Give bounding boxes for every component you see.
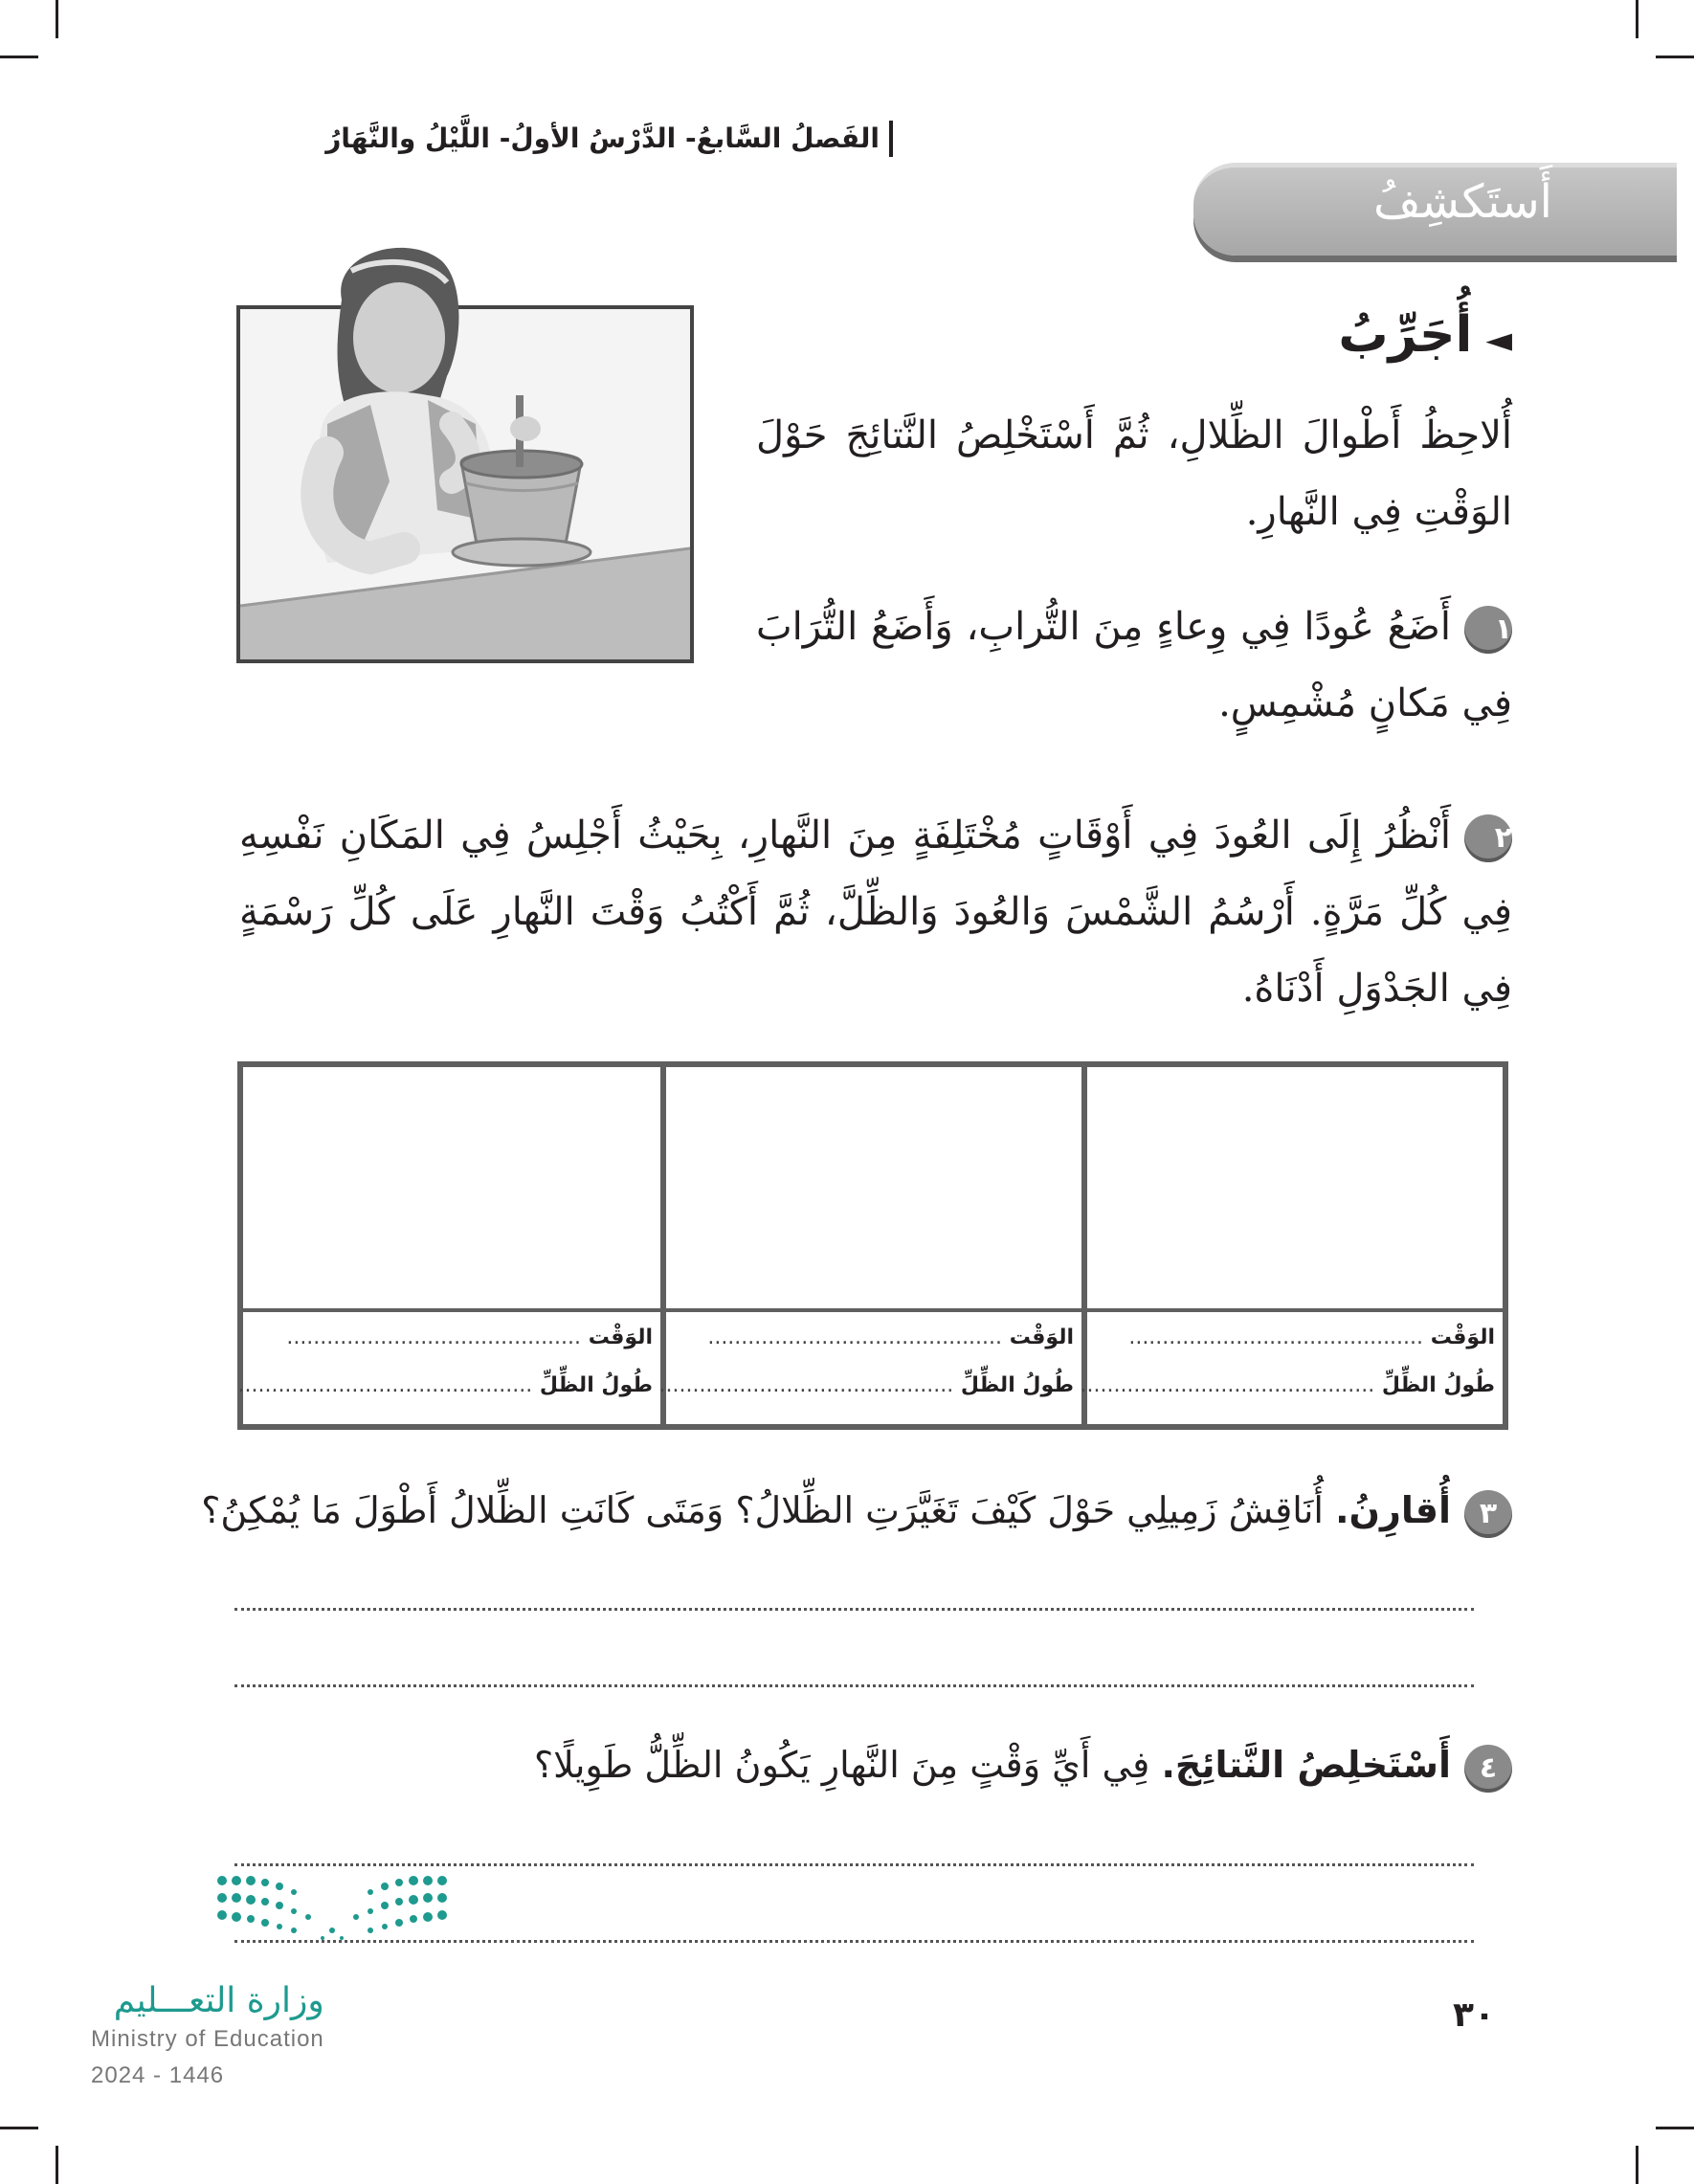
page-number: ٣٠ — [1453, 1995, 1495, 2035]
triangle-marker-icon: ◄ — [1485, 321, 1512, 360]
time-blank: ............................................ — [286, 1326, 582, 1349]
explore-tab — [1193, 163, 1677, 256]
crop-mark — [1656, 2127, 1694, 2129]
section-title — [1338, 306, 1512, 364]
question-number-badge: ٤ — [1464, 1745, 1512, 1793]
answer-line[interactable] — [234, 1608, 1474, 1611]
ministry-english-name: Ministry of Education — [91, 2026, 324, 2052]
step-2 — [239, 797, 1512, 1027]
drawing-area[interactable] — [1087, 1067, 1503, 1308]
shadow-length-blank: ............................................ — [237, 1373, 533, 1397]
question-4 — [534, 1744, 1512, 1793]
crop-mark — [0, 56, 38, 58]
step-2-text: أَنْظُرُ إِلَى العُودَ فِي أَوْقَاتٍ مُخْتَلِفَةٍ مِنَ النَّهارِ، بِحَيْثُ أَجْلِسُ فِي المَكَانِ نَفْسِهِ فِي كُلِّ مَرَّةٍ. أَرْسُمُ الشَّمْسَ وَالعُودَ وَالظِّلَّ، ثُمَّ أَكْتُبُ وَقْتَ النَّهارِ عَلَى كُلِّ رَسْمَةٍ فِي الجَدْوَلِ أَدْنَاهُ. — [239, 813, 1512, 1011]
crop-mark — [1636, 2146, 1638, 2184]
step-number-badge: ٢ — [1464, 814, 1512, 862]
label-cell — [237, 1312, 660, 1424]
ministry-dots-logo-icon — [212, 1871, 452, 1948]
label-cell — [1080, 1312, 1503, 1424]
crop-mark — [56, 2146, 58, 2184]
edition-year: 2024 - 1446 — [91, 2062, 225, 2088]
crop-mark — [1656, 56, 1694, 58]
chapter-breadcrumb: الفَصلُ السَّابعُ- الدَّرْسُ الأولُ- اللَّيْلُ والنَّهَارُ — [325, 121, 893, 157]
time-blank: ............................................ — [707, 1326, 1003, 1349]
question-3 — [201, 1489, 1512, 1538]
crop-mark — [1636, 0, 1638, 38]
step-1-text: أَضَعُ عُودًا فِي وِعاءٍ مِنَ التُّرابِ، وَأَضَعُ التُّرَابَ فِي مَكانٍ مُشْمِسٍ. — [756, 605, 1512, 725]
shadow-length-label: طُولُ الظِّلِّ — [539, 1373, 653, 1397]
intro-paragraph: أُلاحِظُ أَطْوالَ الظِّلالِ، ثُمَّ أَسْتَخْلِصُ النَّتائِجَ حَوْلَ الوَقْتِ فِي النَّهارِ. — [756, 413, 1512, 534]
section-title-text: أُجَرِّبُ — [1338, 306, 1473, 364]
question-3-text: أُنَاقِشُ زَمِيلِي حَوْلَ كَيْفَ تَغَيَّرَتِ الظِّلالُ؟ وَمَتَى كَانَتِ الظِّلالُ أَطْوَلَ مَا يُمْكِنُ؟ — [201, 1489, 1324, 1531]
time-label: الوَقْت — [1009, 1326, 1074, 1349]
ministry-logo — [91, 1981, 324, 2089]
time-label: الوَقْت — [1430, 1326, 1495, 1349]
question-3-lead: أُقارِنُ. — [1335, 1489, 1451, 1531]
drawing-area[interactable] — [666, 1067, 1081, 1308]
label-cell — [658, 1312, 1081, 1424]
experiment-photo — [236, 305, 694, 663]
step-number-badge: ١ — [1464, 606, 1512, 654]
time-field[interactable] — [1128, 1326, 1495, 1349]
shadow-length-field[interactable] — [658, 1373, 1074, 1397]
question-4-text: فِي أَيِّ وَقْتٍ مِنَ النَّهارِ يَكُونُ الظِّلُّ طَوِيلًا؟ — [534, 1744, 1150, 1786]
explore-tab-label: أَستَكشِفُ — [1372, 175, 1552, 229]
shadow-length-field[interactable] — [1080, 1373, 1495, 1397]
time-field[interactable] — [286, 1326, 653, 1349]
question-4-lead: أَسْتَخلِصُ النَّتائِجَ. — [1161, 1744, 1451, 1786]
shadow-length-blank: ............................................ — [658, 1373, 954, 1397]
time-blank: ............................................ — [1128, 1326, 1424, 1349]
time-field[interactable] — [707, 1326, 1074, 1349]
answer-line[interactable] — [234, 1863, 1474, 1866]
time-label: الوَقْت — [588, 1326, 653, 1349]
answer-line[interactable] — [234, 1684, 1474, 1687]
girl-with-pot-illustration — [236, 233, 694, 663]
crop-mark — [0, 2127, 38, 2129]
shadow-length-blank: ............................................ — [1080, 1373, 1375, 1397]
crop-mark — [56, 0, 58, 38]
ministry-arabic-name: وزارة التعـــليم — [113, 1981, 324, 2020]
step-1 — [756, 589, 1512, 742]
question-number-badge: ٣ — [1464, 1490, 1512, 1538]
shadow-length-label: طُولُ الظِّلِّ — [960, 1373, 1074, 1397]
shadow-length-label: طُولُ الظِّلِّ — [1381, 1373, 1495, 1397]
observation-table — [237, 1061, 1508, 1430]
drawing-area[interactable] — [243, 1067, 660, 1308]
shadow-length-field[interactable] — [237, 1373, 653, 1397]
